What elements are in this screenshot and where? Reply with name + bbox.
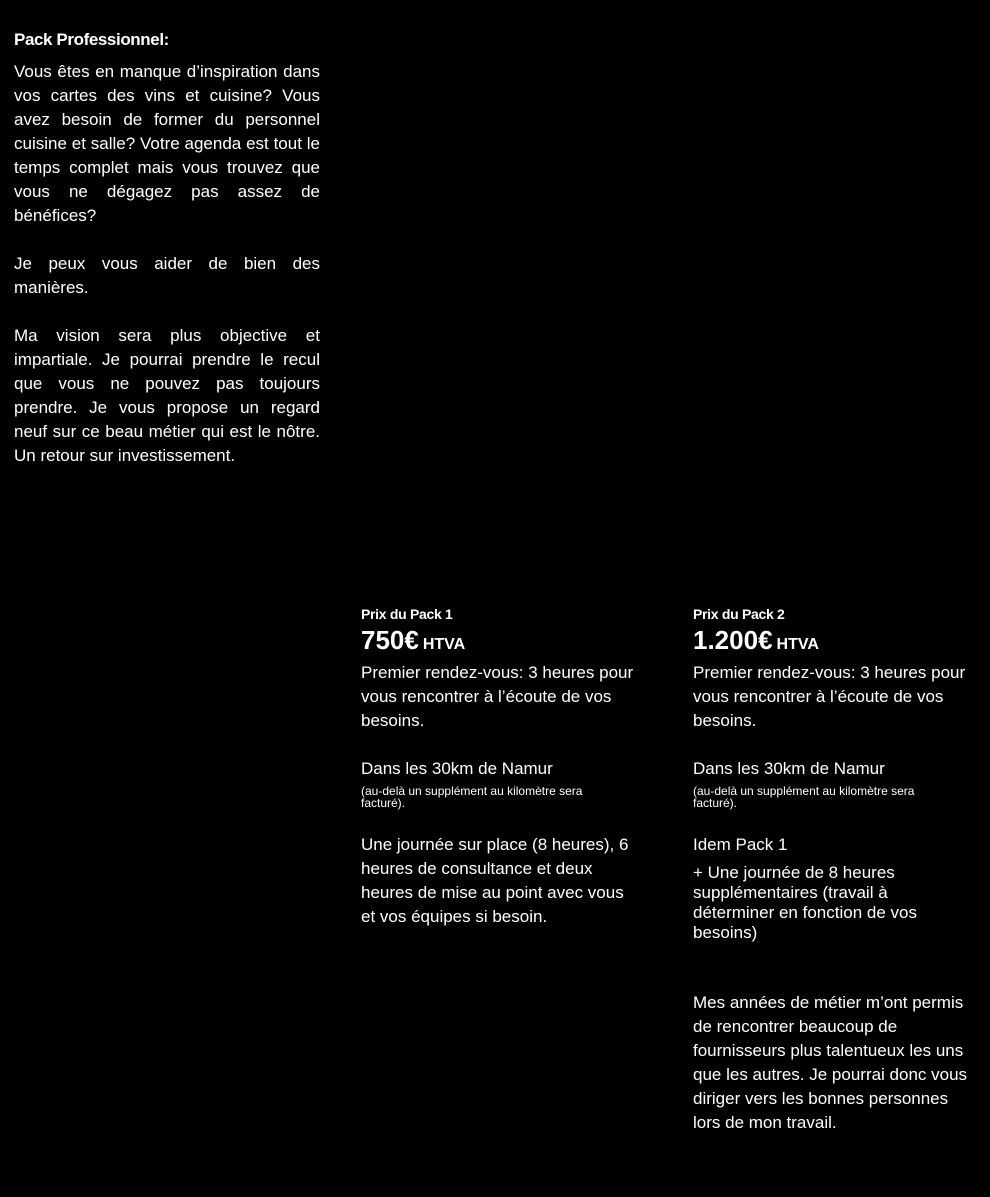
pack-1-price-unit: HTVA xyxy=(422,636,466,653)
pack-2-card xyxy=(693,604,983,1135)
pack-2-idem: Idem Pack 1 xyxy=(693,835,788,854)
pack-2-extra-day: + Une journée de 8 heures supplémentaires (travail à déterminer en fonction de vos besoins) xyxy=(693,863,917,942)
intro-paragraph: Vous êtes en manque d’inspiration dans vos cartes des vins et cuisine? Vous avez besoin de former du personnel cuisine et salle? Votre agenda est tout le temps complet mais vous trouvez que vous ne dégagez pas assez de bénéfices? xyxy=(14,62,320,225)
pack-1-first-meeting: Premier rendez-vous: 3 heures pour vous rencontrer à l’écoute de vos besoins. xyxy=(361,663,634,730)
pack-1-card xyxy=(361,604,651,929)
pack-2-area-note: (au-delà un supplément au kilomètre sera facturé). xyxy=(693,784,915,810)
intro-paragraph: Je peux vous aider de bien des manières. xyxy=(14,254,320,297)
pack-1-area: Dans les 30km de Namur xyxy=(361,759,553,778)
pack-professionnel-intro xyxy=(14,28,320,492)
pack-2-area: Dans les 30km de Namur xyxy=(693,759,885,778)
pack-2-first-meeting: Premier rendez-vous: 3 heures pour vous rencontrer à l’écoute de vos besoins. xyxy=(693,663,966,730)
intro-paragraph: Ma vision sera plus objective et impartiale. Je pourrai prendre le recul que vous ne pouvez pas toujours prendre. Je vous propose un regard neuf sur ce beau métier qui est le nôtre. Un retour sur investissement. xyxy=(14,326,320,465)
pack-2-price-unit: HTVA xyxy=(776,636,819,653)
pack-1-area-note: (au-delà un supplément au kilomètre sera facturé). xyxy=(361,784,583,810)
pack-1-day-description: Une journée sur place (8 heures), 6 heures de consultance et deux heures de mise au point avec vous et vos équipes si besoin. xyxy=(361,835,629,926)
pack-2-price xyxy=(693,624,983,661)
pack-1-price xyxy=(361,624,651,661)
pack-2-price-amount: 1.200€ xyxy=(693,625,773,655)
pack-1-label: Prix du Pack 1 xyxy=(361,606,453,622)
intro-title: Pack Professionnel: xyxy=(14,30,169,49)
pack-1-price-amount: 750€ xyxy=(361,625,419,655)
pack-2-label: Prix du Pack 2 xyxy=(693,606,785,622)
pack-2-suppliers: Mes années de métier m’ont permis de rencontrer beaucoup de fournisseurs plus talentueux les uns que les autres. Je pourrai donc vous diriger vers les bonnes personnes lors de mon travail. xyxy=(693,993,968,1132)
